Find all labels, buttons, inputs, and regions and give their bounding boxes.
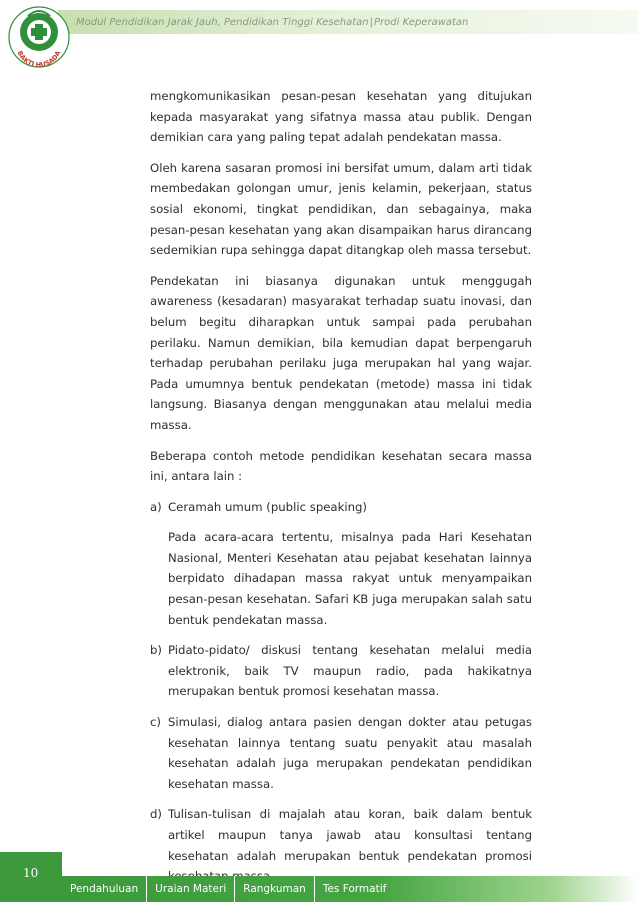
- tab-tes-formatif[interactable]: Tes Formatif: [322, 883, 387, 895]
- tab-rangkuman[interactable]: Rangkuman: [235, 876, 315, 902]
- list-body: [168, 640, 532, 702]
- list-marker: d): [150, 807, 162, 822]
- paragraph-1: mengkomunikasikan pesan-pesan kesehatan yang ditujukan kepada masyarakat yang sifatnya massa atau publik. Dengan demikian cara yang paling tepat adalah pendekatan massa.: [150, 89, 532, 145]
- paragraph-3: Pendekatan ini biasanya digunakan untuk menggugah awareness (kesadaran) masyarakat terhadap suatu inovasi, dan belum begitu diharapkan untuk sampai pada perubahan perilaku. Namun demikian, bila kemudian dapat berpengaruh terhadap perubahan perilaku juga merupakan hal yang wajar. Pada umumnya bentuk pendekatan (metode) massa ini tidak langsung. Biasanya dengan menggunakan atau melalui media massa.: [150, 273, 532, 432]
- tab-uraian-materi[interactable]: Uraian Materi: [147, 876, 235, 902]
- list-item-title: Simulasi, dialog antara pasien dengan dokter atau petugas kesehatan lainnya tentang suatu penyakit atau masalah kesehatan adalah juga merupakan pendekatan pendidikan kesehatan massa.: [168, 715, 532, 791]
- program-name: Prodi Keperawatan: [374, 17, 469, 28]
- list-body: [168, 712, 532, 794]
- list-marker: c): [150, 715, 161, 730]
- paragraph-4: Beberapa contoh metode pendidikan kesehatan secara massa ini, antara lain :: [150, 448, 532, 484]
- module-title: Modul Pendidikan Jarak Jauh, Pendidikan Tinggi Kesehatan: [76, 17, 369, 28]
- list-item-title: Tulisan-tulisan di majalah atau koran, baik dalam bentuk artikel maupun tanya jawab atau konsultasi tentang kesehatan adalah merupakan bentuk pendekatan promosi: [168, 807, 532, 863]
- list-body: [168, 497, 532, 631]
- bakti-husada-logo-icon: [6, 2, 72, 82]
- list-item-detail: Pada acara-acara tertentu, misalnya pada Hari Kesehatan Nasional, Menteri Kesehatan atau pejabat kesehatan lainnya berpidato dihadapan massa rakyat untuk menyampaikan pesan-pesan kesehatan. Safari KB juga merupakan salah satu bentuk pendekatan massa.: [168, 530, 532, 627]
- list-marker: b): [150, 643, 162, 658]
- footer-nav: [62, 876, 638, 902]
- page-number: 10: [23, 866, 39, 880]
- list-item-d: [150, 804, 532, 886]
- header-separator: |: [369, 17, 374, 28]
- list-item-c: [150, 712, 532, 794]
- list-item-title: Ceramah umum (public speaking): [168, 499, 367, 514]
- logo-text: BAKTI HUSADA: [15, 49, 63, 70]
- list-item-b: [150, 640, 532, 702]
- running-header: [76, 14, 468, 32]
- paragraph-2: Oleh karena sasaran promosi ini bersifat umum, dalam arti tidak membedakan golongan umur, jenis kelamin, pekerjaan, status sosial ekonomi, tingkat pendidikan, dan sebagainya, maka pesan-pesan kesehatan yang akan disampaikan harus dirancang sedemikian rupa sehingga dapat ditangkap oleh massa tersebut.: [150, 160, 532, 258]
- list-item-a: [150, 497, 532, 631]
- list-marker: a): [150, 499, 162, 514]
- list-item-title: Pidato-pidato/ diskusi tentang kesehatan melalui media elektronik, baik TV maupun radio, pada hakikatnya merupakan bentuk promosi kesehatan massa.: [168, 643, 532, 699]
- tab-pendahuluan[interactable]: Pendahuluan: [62, 876, 147, 902]
- list-body: [168, 804, 532, 886]
- page-content: [150, 86, 532, 897]
